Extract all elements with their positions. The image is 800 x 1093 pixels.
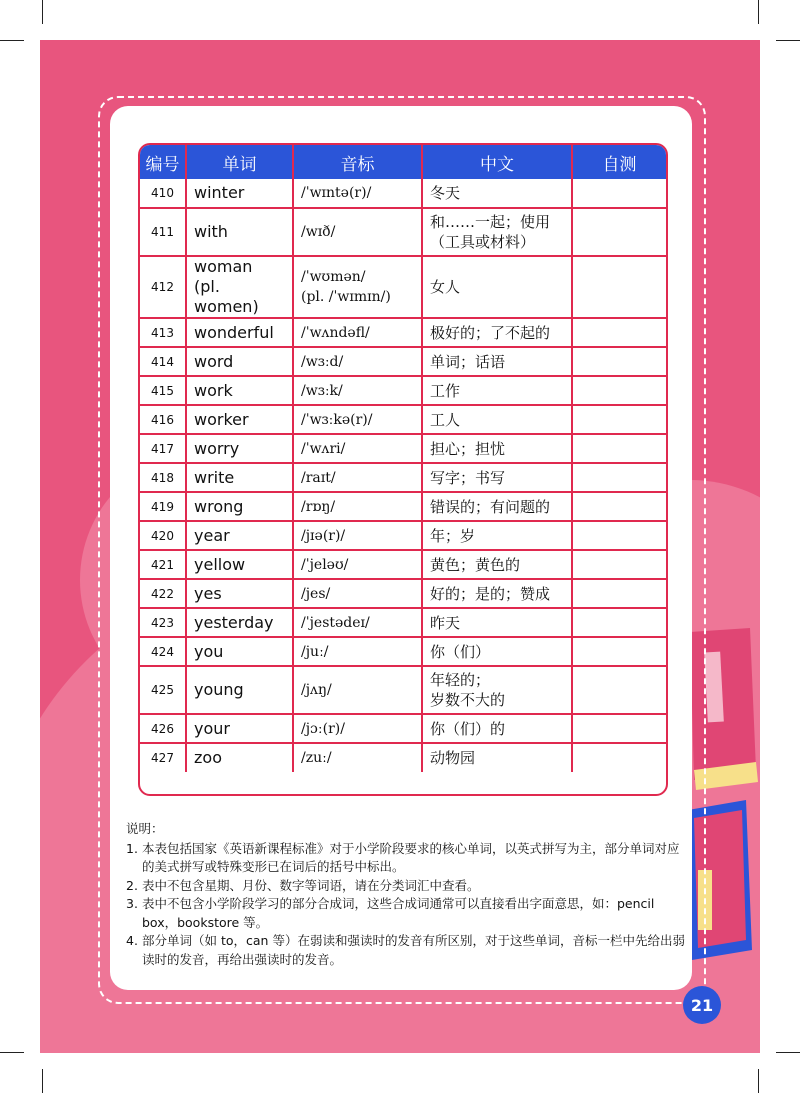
word-cell-line: young xyxy=(194,680,244,699)
row-number: 422 xyxy=(140,579,186,608)
note-number: 4. xyxy=(126,933,138,948)
table-row xyxy=(140,463,666,492)
word-cell-line: winter xyxy=(194,183,245,202)
self-test-cell[interactable] xyxy=(572,318,666,347)
row-number: 427 xyxy=(140,743,186,772)
self-test-cell[interactable] xyxy=(572,550,666,579)
chinese-cell xyxy=(422,550,572,579)
table-row xyxy=(140,434,666,463)
word-cell xyxy=(186,743,293,772)
word-cell-line: word xyxy=(194,351,234,371)
row-number: 421 xyxy=(140,550,186,579)
self-test-cell[interactable] xyxy=(572,637,666,666)
chinese-cell-line: 单词；话语 xyxy=(430,352,506,371)
table-row xyxy=(140,492,666,521)
note-item xyxy=(126,895,686,932)
chinese-cell-line: 和……一起；使用 xyxy=(430,213,551,231)
chinese-cell xyxy=(422,637,572,666)
self-test-cell[interactable] xyxy=(572,434,666,463)
word-cell xyxy=(186,405,293,434)
phonetic-cell xyxy=(293,550,422,579)
phonetic-cell-line: /ˈjeləʊ/ xyxy=(301,556,349,573)
row-number: 424 xyxy=(140,637,186,666)
note-text: 表中不包含小学阶段学习的部分合成词，这些合成词通常可以直接看出字面意思，如：pencil box，bookstore 等。 xyxy=(142,896,655,930)
word-cell-line: your xyxy=(194,718,230,738)
chinese-cell xyxy=(422,256,572,318)
word-cell-line: year xyxy=(194,525,230,545)
chinese-cell xyxy=(422,208,572,256)
phonetic-cell xyxy=(293,318,422,347)
phonetic-cell xyxy=(293,405,422,434)
phonetic-cell xyxy=(293,608,422,637)
phonetic-cell-line: /ˈjestədeɪ/ xyxy=(301,614,370,631)
row-number: 418 xyxy=(140,463,186,492)
word-cell-line: work xyxy=(194,380,233,400)
note-number: 2. xyxy=(126,877,138,893)
note-number: 3. xyxy=(126,896,138,911)
phonetic-cell-line: /jʌŋ/ xyxy=(301,682,332,698)
chinese-cell xyxy=(422,463,572,492)
chinese-cell-line: 工人 xyxy=(430,410,461,429)
chinese-cell-line: 工作 xyxy=(430,381,461,400)
self-test-cell[interactable] xyxy=(572,743,666,772)
row-number: 420 xyxy=(140,521,186,550)
row-number: 413 xyxy=(140,318,186,347)
table-row xyxy=(140,179,666,208)
phonetic-cell xyxy=(293,347,422,376)
phonetic-cell-line: /wɜːk/ xyxy=(301,382,343,399)
self-test-cell[interactable] xyxy=(572,608,666,637)
column-header: 单词 xyxy=(186,145,293,179)
phonetic-cell xyxy=(293,256,422,318)
chinese-cell-line: 写字；书写 xyxy=(430,468,506,487)
crop-mark xyxy=(758,0,759,24)
table-row xyxy=(140,637,666,666)
chinese-cell xyxy=(422,434,572,463)
row-number: 423 xyxy=(140,608,186,637)
phonetic-cell-line: (pl. /ˈwɪmɪn/) xyxy=(301,289,391,305)
crop-mark xyxy=(42,0,43,24)
table-header-row xyxy=(140,145,666,179)
self-test-cell[interactable] xyxy=(572,666,666,714)
word-cell xyxy=(186,179,293,208)
table-row xyxy=(140,579,666,608)
note-text: 本表包括国家《英语新课程标准》对于小学阶段要求的核心单词，以英式拼写为主，部分单词对应的美式拼写或特殊变形已在词后的括号中标出。 xyxy=(142,840,680,874)
phonetic-cell xyxy=(293,208,422,256)
self-test-cell[interactable] xyxy=(572,179,666,208)
chinese-cell xyxy=(422,579,572,608)
self-test-cell[interactable] xyxy=(572,376,666,405)
word-cell xyxy=(186,714,293,743)
chinese-cell-line: 错误的；有问题的 xyxy=(430,497,551,516)
vocabulary-table xyxy=(138,143,668,796)
word-cell xyxy=(186,463,293,492)
self-test-cell[interactable] xyxy=(572,521,666,550)
phonetic-cell-line: /raɪt/ xyxy=(301,469,336,486)
word-cell xyxy=(186,376,293,405)
table-row xyxy=(140,666,666,714)
page-number-badge: 21 xyxy=(683,986,721,1024)
table-row xyxy=(140,376,666,405)
phonetic-cell-line: /wɜːd/ xyxy=(301,353,344,370)
crop-mark xyxy=(776,40,800,41)
row-number: 411 xyxy=(140,208,186,256)
word-cell xyxy=(186,550,293,579)
word-cell-line: wonderful xyxy=(194,322,274,342)
phonetic-cell-line: /ˈwʌndəfl/ xyxy=(301,324,370,341)
chinese-cell xyxy=(422,347,572,376)
phonetic-cell-line: /jes/ xyxy=(301,585,331,602)
self-test-cell[interactable] xyxy=(572,208,666,256)
row-number: 417 xyxy=(140,434,186,463)
chinese-cell-line: 好的；是的；赞成 xyxy=(430,584,551,603)
chinese-cell xyxy=(422,405,572,434)
row-number: 419 xyxy=(140,492,186,521)
chinese-cell xyxy=(422,521,572,550)
note-item xyxy=(126,877,686,896)
chinese-cell-line: 岁数不大的 xyxy=(430,691,506,709)
chinese-cell-line: 极好的；了不起的 xyxy=(430,323,551,342)
chinese-cell-line: 黄色；黄色的 xyxy=(430,555,521,574)
self-test-cell[interactable] xyxy=(572,347,666,376)
phonetic-cell-line: /jɔː(r)/ xyxy=(301,720,345,737)
word-cell xyxy=(186,256,293,318)
crop-mark xyxy=(776,1052,800,1053)
table-row xyxy=(140,550,666,579)
chinese-cell-line: 担心；担忧 xyxy=(430,439,506,458)
word-cell-line: you xyxy=(194,641,224,661)
word-cell-line: with xyxy=(194,222,228,241)
phonetic-cell xyxy=(293,743,422,772)
phonetic-cell xyxy=(293,521,422,550)
word-cell-line: zoo xyxy=(194,748,222,767)
word-cell-line: yesterday xyxy=(194,612,274,632)
table-row xyxy=(140,521,666,550)
self-test-cell[interactable] xyxy=(572,405,666,434)
table-row xyxy=(140,256,666,318)
crop-mark xyxy=(0,1052,24,1053)
word-cell xyxy=(186,608,293,637)
chinese-cell xyxy=(422,608,572,637)
word-cell xyxy=(186,579,293,608)
notes-section xyxy=(126,820,686,969)
crop-mark xyxy=(42,1069,43,1093)
phonetic-cell-line: /zuː/ xyxy=(301,750,332,766)
self-test-cell[interactable] xyxy=(572,463,666,492)
row-number: 425 xyxy=(140,666,186,714)
phonetic-cell xyxy=(293,666,422,714)
table-body xyxy=(140,179,666,772)
word-cell-line: write xyxy=(194,467,235,487)
self-test-cell[interactable] xyxy=(572,579,666,608)
phonetic-cell-line: /ˈwʌri/ xyxy=(301,440,346,457)
phonetic-cell xyxy=(293,179,422,208)
column-header: 中文 xyxy=(422,145,572,179)
word-cell xyxy=(186,492,293,521)
chinese-cell-line: 年轻的； xyxy=(430,671,491,689)
self-test-cell[interactable] xyxy=(572,256,666,318)
note-item xyxy=(126,840,686,877)
self-test-cell[interactable] xyxy=(572,492,666,521)
phonetic-cell xyxy=(293,579,422,608)
word-cell-line: worker xyxy=(194,409,249,429)
phonetic-cell xyxy=(293,492,422,521)
table-row xyxy=(140,208,666,256)
word-cell-line: (pl. women) xyxy=(194,277,259,316)
notes-title: 说明： xyxy=(126,821,164,836)
word-cell xyxy=(186,318,293,347)
row-number: 416 xyxy=(140,405,186,434)
row-number: 414 xyxy=(140,347,186,376)
word-cell xyxy=(186,208,293,256)
word-cell-line: yes xyxy=(194,583,222,603)
word-cell xyxy=(186,434,293,463)
word-cell-line: yellow xyxy=(194,554,246,574)
word-cell-line: wrong xyxy=(194,496,244,516)
phonetic-cell xyxy=(293,637,422,666)
self-test-cell[interactable] xyxy=(572,714,666,743)
chinese-cell-line: 你（们）的 xyxy=(430,719,506,738)
chinese-cell xyxy=(422,318,572,347)
word-cell-line: worry xyxy=(194,438,240,458)
row-number: 410 xyxy=(140,179,186,208)
word-cell-line: woman xyxy=(194,257,253,276)
note-text: 部分单词（如 to，can 等）在弱读和强读时的发音有所区别，对于这些单词，音标一栏中先给出弱读时的发音，再给出强读时的发音。 xyxy=(142,933,685,967)
phonetic-cell-line: /juː/ xyxy=(301,643,329,660)
word-cell xyxy=(186,637,293,666)
notes-list xyxy=(126,840,686,970)
note-number: 1. xyxy=(126,840,138,856)
chinese-cell-line: 冬天 xyxy=(430,184,461,202)
row-number: 426 xyxy=(140,714,186,743)
phonetic-cell xyxy=(293,376,422,405)
chinese-cell xyxy=(422,376,572,405)
phonetic-cell-line: /wɪð/ xyxy=(301,224,336,240)
chinese-cell xyxy=(422,743,572,772)
note-text: 表中不包含星期、月份、数字等词语，请在分类词汇中查看。 xyxy=(142,877,480,893)
chinese-cell-line: 昨天 xyxy=(430,613,461,632)
table-row xyxy=(140,405,666,434)
column-header: 音标 xyxy=(293,145,422,179)
table-row xyxy=(140,318,666,347)
chinese-cell-line: 年；岁 xyxy=(430,526,476,545)
phonetic-cell xyxy=(293,714,422,743)
chinese-cell-line: 动物园 xyxy=(430,749,476,767)
table-row xyxy=(140,347,666,376)
column-header: 自测 xyxy=(572,145,666,179)
phonetic-cell-line: /ˈwɪntə(r)/ xyxy=(301,185,372,201)
chinese-cell xyxy=(422,492,572,521)
phonetic-cell-line: /ˈwɜːkə(r)/ xyxy=(301,411,373,428)
chinese-cell xyxy=(422,714,572,743)
table-row xyxy=(140,608,666,637)
table-row xyxy=(140,743,666,772)
chinese-cell-line: 女人 xyxy=(430,278,461,296)
table-row xyxy=(140,714,666,743)
chinese-cell xyxy=(422,666,572,714)
crop-mark xyxy=(758,1069,759,1093)
phonetic-cell-line: /ˈwʊmən/ xyxy=(301,269,366,285)
word-cell xyxy=(186,521,293,550)
row-number: 412 xyxy=(140,256,186,318)
row-number: 415 xyxy=(140,376,186,405)
note-item xyxy=(126,932,686,969)
chinese-cell-line: 你（们） xyxy=(430,642,491,661)
word-cell xyxy=(186,666,293,714)
chinese-cell xyxy=(422,179,572,208)
phonetic-cell xyxy=(293,463,422,492)
chinese-cell-line: （工具或材料） xyxy=(430,233,536,251)
word-cell xyxy=(186,347,293,376)
phonetic-cell-line: /jɪə(r)/ xyxy=(301,527,346,544)
crop-mark xyxy=(0,40,24,41)
column-header: 编号 xyxy=(140,145,186,179)
phonetic-cell-line: /rɒŋ/ xyxy=(301,498,336,515)
phonetic-cell xyxy=(293,434,422,463)
